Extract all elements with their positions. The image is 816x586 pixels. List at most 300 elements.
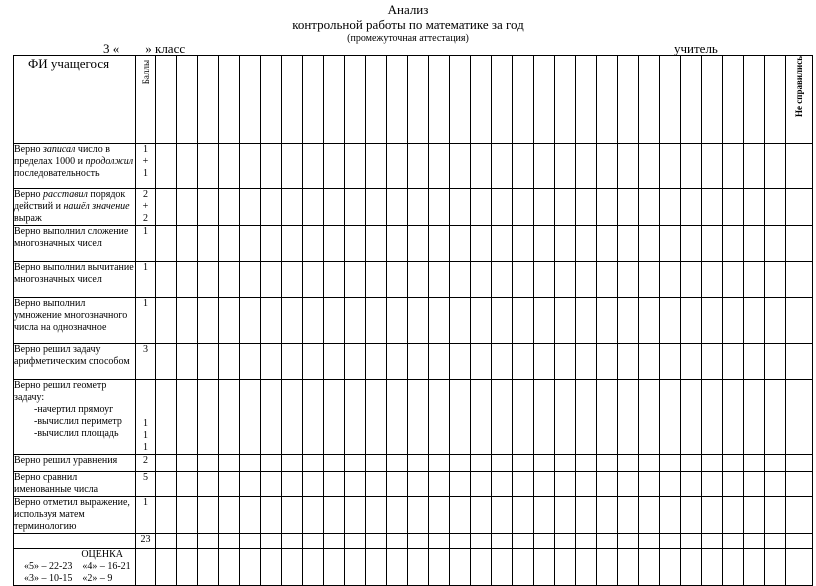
student-cell[interactable] (261, 298, 282, 344)
student-cell[interactable] (408, 549, 429, 586)
student-cell[interactable] (597, 497, 618, 534)
student-cell[interactable] (198, 472, 219, 497)
student-cell[interactable] (723, 298, 744, 344)
student-cell[interactable] (492, 455, 513, 472)
student-cell[interactable] (660, 455, 681, 472)
student-cell[interactable] (366, 455, 387, 472)
student-cell[interactable] (240, 472, 261, 497)
student-cell[interactable] (240, 262, 261, 298)
student-cell[interactable] (618, 344, 639, 380)
student-cell[interactable] (156, 380, 177, 455)
student-cell[interactable] (597, 534, 618, 549)
student-cell[interactable] (492, 189, 513, 226)
student-cell[interactable] (156, 455, 177, 472)
student-cell[interactable] (576, 534, 597, 549)
student-cell[interactable] (492, 344, 513, 380)
student-cell[interactable] (261, 497, 282, 534)
student-cell[interactable] (702, 298, 723, 344)
student-cell[interactable] (597, 549, 618, 586)
student-cell[interactable] (387, 380, 408, 455)
student-name-cell[interactable] (765, 56, 786, 144)
student-cell[interactable] (366, 298, 387, 344)
student-cell[interactable] (219, 189, 240, 226)
student-cell[interactable] (429, 380, 450, 455)
student-cell[interactable] (156, 189, 177, 226)
student-cell[interactable] (450, 226, 471, 262)
student-cell[interactable] (450, 262, 471, 298)
student-cell[interactable] (744, 189, 765, 226)
student-cell[interactable] (660, 534, 681, 549)
student-cell[interactable] (261, 144, 282, 189)
student-cell[interactable] (408, 497, 429, 534)
student-cell[interactable] (576, 226, 597, 262)
student-cell[interactable] (219, 298, 240, 344)
student-cell[interactable] (282, 455, 303, 472)
student-cell[interactable] (576, 549, 597, 586)
student-cell[interactable] (534, 455, 555, 472)
student-cell[interactable] (618, 144, 639, 189)
student-cell[interactable] (282, 144, 303, 189)
student-cell[interactable] (660, 262, 681, 298)
student-cell[interactable] (366, 344, 387, 380)
student-cell[interactable] (576, 298, 597, 344)
student-cell[interactable] (576, 144, 597, 189)
student-cell[interactable] (555, 262, 576, 298)
student-cell[interactable] (639, 380, 660, 455)
student-cell[interactable] (240, 534, 261, 549)
student-cell[interactable] (513, 497, 534, 534)
student-cell[interactable] (303, 472, 324, 497)
student-cell[interactable] (387, 455, 408, 472)
student-cell[interactable] (450, 144, 471, 189)
student-cell[interactable] (765, 472, 786, 497)
student-cell[interactable] (219, 472, 240, 497)
student-cell[interactable] (198, 298, 219, 344)
student-cell[interactable] (639, 226, 660, 262)
student-cell[interactable] (177, 497, 198, 534)
student-cell[interactable] (597, 189, 618, 226)
student-cell[interactable] (576, 262, 597, 298)
student-cell[interactable] (450, 534, 471, 549)
student-cell[interactable] (744, 455, 765, 472)
student-cell[interactable] (744, 549, 765, 586)
student-cell[interactable] (618, 380, 639, 455)
student-cell[interactable] (408, 144, 429, 189)
student-name-cell[interactable] (744, 56, 765, 144)
student-cell[interactable] (471, 226, 492, 262)
student-cell[interactable] (303, 534, 324, 549)
student-name-cell[interactable] (450, 56, 471, 144)
student-name-cell[interactable] (282, 56, 303, 144)
student-cell[interactable] (534, 472, 555, 497)
student-cell[interactable] (303, 455, 324, 472)
student-name-cell[interactable] (429, 56, 450, 144)
student-cell[interactable] (471, 455, 492, 472)
student-cell[interactable] (555, 344, 576, 380)
student-cell[interactable] (723, 472, 744, 497)
student-cell[interactable] (408, 298, 429, 344)
student-cell[interactable] (345, 298, 366, 344)
student-cell[interactable] (240, 455, 261, 472)
student-cell[interactable] (324, 344, 345, 380)
student-cell[interactable] (513, 549, 534, 586)
student-cell[interactable] (282, 497, 303, 534)
student-cell[interactable] (597, 472, 618, 497)
student-cell[interactable] (513, 344, 534, 380)
student-cell[interactable] (681, 226, 702, 262)
student-cell[interactable] (408, 262, 429, 298)
student-name-cell[interactable] (618, 56, 639, 144)
student-cell[interactable] (723, 455, 744, 472)
student-cell[interactable] (282, 549, 303, 586)
student-cell[interactable] (345, 472, 366, 497)
student-cell[interactable] (660, 472, 681, 497)
student-cell[interactable] (513, 472, 534, 497)
student-cell[interactable] (219, 549, 240, 586)
student-cell[interactable] (303, 144, 324, 189)
student-cell[interactable] (198, 189, 219, 226)
student-cell[interactable] (261, 549, 282, 586)
student-cell[interactable] (156, 549, 177, 586)
student-cell[interactable] (576, 455, 597, 472)
student-cell[interactable] (261, 472, 282, 497)
student-name-cell[interactable] (261, 56, 282, 144)
student-cell[interactable] (534, 344, 555, 380)
student-cell[interactable] (534, 189, 555, 226)
student-cell[interactable] (765, 534, 786, 549)
student-cell[interactable] (240, 226, 261, 262)
failed-cell[interactable] (786, 472, 813, 497)
student-cell[interactable] (681, 497, 702, 534)
student-cell[interactable] (744, 534, 765, 549)
student-cell[interactable] (156, 144, 177, 189)
student-cell[interactable] (555, 472, 576, 497)
failed-cell[interactable] (786, 189, 813, 226)
student-cell[interactable] (324, 472, 345, 497)
student-cell[interactable] (177, 298, 198, 344)
student-cell[interactable] (513, 380, 534, 455)
student-cell[interactable] (408, 455, 429, 472)
student-cell[interactable] (450, 344, 471, 380)
student-cell[interactable] (429, 298, 450, 344)
student-cell[interactable] (555, 549, 576, 586)
student-cell[interactable] (660, 144, 681, 189)
student-cell[interactable] (492, 380, 513, 455)
student-cell[interactable] (576, 344, 597, 380)
student-cell[interactable] (555, 189, 576, 226)
student-name-cell[interactable] (240, 56, 261, 144)
student-cell[interactable] (198, 380, 219, 455)
student-cell[interactable] (177, 534, 198, 549)
student-cell[interactable] (408, 189, 429, 226)
student-cell[interactable] (198, 497, 219, 534)
student-cell[interactable] (324, 298, 345, 344)
student-cell[interactable] (492, 549, 513, 586)
student-cell[interactable] (429, 472, 450, 497)
student-cell[interactable] (177, 262, 198, 298)
student-cell[interactable] (702, 344, 723, 380)
student-cell[interactable] (282, 189, 303, 226)
student-cell[interactable] (744, 497, 765, 534)
student-cell[interactable] (744, 472, 765, 497)
student-name-cell[interactable] (639, 56, 660, 144)
failed-cell[interactable] (786, 534, 813, 549)
student-cell[interactable] (492, 472, 513, 497)
student-cell[interactable] (744, 298, 765, 344)
student-cell[interactable] (618, 534, 639, 549)
student-cell[interactable] (177, 455, 198, 472)
student-cell[interactable] (765, 549, 786, 586)
student-cell[interactable] (513, 298, 534, 344)
student-cell[interactable] (408, 380, 429, 455)
student-cell[interactable] (492, 534, 513, 549)
student-name-cell[interactable] (576, 56, 597, 144)
failed-cell[interactable] (786, 144, 813, 189)
student-cell[interactable] (261, 455, 282, 472)
student-cell[interactable] (660, 189, 681, 226)
student-cell[interactable] (387, 189, 408, 226)
student-cell[interactable] (450, 455, 471, 472)
student-cell[interactable] (324, 144, 345, 189)
student-cell[interactable] (513, 189, 534, 226)
student-cell[interactable] (681, 455, 702, 472)
student-cell[interactable] (618, 455, 639, 472)
student-cell[interactable] (198, 262, 219, 298)
student-cell[interactable] (702, 262, 723, 298)
student-cell[interactable] (492, 144, 513, 189)
student-cell[interactable] (198, 534, 219, 549)
student-cell[interactable] (639, 497, 660, 534)
student-cell[interactable] (702, 549, 723, 586)
student-cell[interactable] (660, 298, 681, 344)
student-cell[interactable] (219, 455, 240, 472)
student-name-cell[interactable] (702, 56, 723, 144)
student-cell[interactable] (555, 497, 576, 534)
student-cell[interactable] (723, 144, 744, 189)
student-cell[interactable] (303, 380, 324, 455)
student-cell[interactable] (387, 472, 408, 497)
failed-cell[interactable] (786, 497, 813, 534)
student-cell[interactable] (513, 455, 534, 472)
student-name-cell[interactable] (723, 56, 744, 144)
student-cell[interactable] (198, 144, 219, 189)
student-cell[interactable] (282, 226, 303, 262)
student-cell[interactable] (177, 380, 198, 455)
student-cell[interactable] (597, 226, 618, 262)
student-cell[interactable] (723, 226, 744, 262)
student-cell[interactable] (471, 144, 492, 189)
student-cell[interactable] (282, 262, 303, 298)
student-cell[interactable] (345, 226, 366, 262)
student-cell[interactable] (681, 549, 702, 586)
student-cell[interactable] (324, 534, 345, 549)
student-name-cell[interactable] (219, 56, 240, 144)
student-cell[interactable] (681, 344, 702, 380)
student-cell[interactable] (345, 144, 366, 189)
student-cell[interactable] (723, 534, 744, 549)
student-cell[interactable] (261, 344, 282, 380)
student-name-cell[interactable] (513, 56, 534, 144)
student-name-cell[interactable] (534, 56, 555, 144)
student-cell[interactable] (261, 534, 282, 549)
failed-cell[interactable] (786, 262, 813, 298)
student-cell[interactable] (282, 344, 303, 380)
student-cell[interactable] (702, 497, 723, 534)
student-cell[interactable] (660, 226, 681, 262)
student-cell[interactable] (366, 380, 387, 455)
student-name-cell[interactable] (177, 56, 198, 144)
student-cell[interactable] (345, 497, 366, 534)
student-cell[interactable] (387, 144, 408, 189)
student-cell[interactable] (723, 344, 744, 380)
student-cell[interactable] (198, 226, 219, 262)
student-name-cell[interactable] (408, 56, 429, 144)
student-name-cell[interactable] (555, 56, 576, 144)
student-cell[interactable] (681, 262, 702, 298)
failed-cell[interactable] (786, 344, 813, 380)
student-cell[interactable] (177, 344, 198, 380)
student-cell[interactable] (681, 189, 702, 226)
student-cell[interactable] (471, 189, 492, 226)
student-cell[interactable] (576, 472, 597, 497)
failed-cell[interactable] (786, 226, 813, 262)
student-cell[interactable] (324, 497, 345, 534)
student-cell[interactable] (429, 549, 450, 586)
student-cell[interactable] (219, 344, 240, 380)
student-cell[interactable] (618, 226, 639, 262)
student-cell[interactable] (555, 298, 576, 344)
student-name-cell[interactable] (303, 56, 324, 144)
student-cell[interactable] (618, 549, 639, 586)
student-cell[interactable] (240, 344, 261, 380)
student-cell[interactable] (534, 226, 555, 262)
student-cell[interactable] (177, 549, 198, 586)
student-cell[interactable] (597, 262, 618, 298)
student-cell[interactable] (765, 189, 786, 226)
failed-cell[interactable] (786, 298, 813, 344)
student-cell[interactable] (492, 226, 513, 262)
student-cell[interactable] (660, 497, 681, 534)
student-name-cell[interactable] (345, 56, 366, 144)
student-cell[interactable] (471, 380, 492, 455)
student-cell[interactable] (576, 380, 597, 455)
student-cell[interactable] (345, 534, 366, 549)
student-cell[interactable] (513, 144, 534, 189)
student-cell[interactable] (345, 262, 366, 298)
failed-cell[interactable] (786, 455, 813, 472)
student-cell[interactable] (408, 472, 429, 497)
student-cell[interactable] (303, 549, 324, 586)
student-cell[interactable] (240, 144, 261, 189)
student-cell[interactable] (219, 497, 240, 534)
student-cell[interactable] (198, 549, 219, 586)
student-cell[interactable] (156, 497, 177, 534)
student-cell[interactable] (597, 380, 618, 455)
student-cell[interactable] (723, 189, 744, 226)
student-cell[interactable] (702, 226, 723, 262)
student-cell[interactable] (723, 549, 744, 586)
student-cell[interactable] (345, 455, 366, 472)
student-cell[interactable] (534, 144, 555, 189)
student-cell[interactable] (597, 455, 618, 472)
student-cell[interactable] (450, 472, 471, 497)
student-cell[interactable] (219, 262, 240, 298)
student-name-cell[interactable] (198, 56, 219, 144)
student-cell[interactable] (492, 262, 513, 298)
student-cell[interactable] (492, 497, 513, 534)
student-cell[interactable] (639, 262, 660, 298)
student-cell[interactable] (345, 189, 366, 226)
student-cell[interactable] (345, 549, 366, 586)
student-cell[interactable] (387, 549, 408, 586)
student-cell[interactable] (429, 144, 450, 189)
student-cell[interactable] (513, 262, 534, 298)
student-cell[interactable] (765, 262, 786, 298)
student-cell[interactable] (744, 226, 765, 262)
student-cell[interactable] (576, 189, 597, 226)
student-cell[interactable] (534, 534, 555, 549)
student-cell[interactable] (324, 189, 345, 226)
student-cell[interactable] (282, 380, 303, 455)
student-cell[interactable] (324, 455, 345, 472)
student-cell[interactable] (681, 534, 702, 549)
student-cell[interactable] (387, 226, 408, 262)
student-cell[interactable] (387, 497, 408, 534)
student-cell[interactable] (240, 189, 261, 226)
student-cell[interactable] (765, 344, 786, 380)
student-cell[interactable] (219, 144, 240, 189)
student-cell[interactable] (282, 472, 303, 497)
student-name-cell[interactable] (366, 56, 387, 144)
student-cell[interactable] (366, 262, 387, 298)
student-cell[interactable] (303, 226, 324, 262)
student-cell[interactable] (702, 380, 723, 455)
student-cell[interactable] (450, 298, 471, 344)
student-cell[interactable] (702, 455, 723, 472)
student-cell[interactable] (723, 497, 744, 534)
student-cell[interactable] (240, 549, 261, 586)
student-name-cell[interactable] (492, 56, 513, 144)
student-cell[interactable] (450, 380, 471, 455)
student-name-cell[interactable] (681, 56, 702, 144)
student-cell[interactable] (366, 472, 387, 497)
student-cell[interactable] (702, 144, 723, 189)
student-cell[interactable] (408, 344, 429, 380)
student-cell[interactable] (261, 262, 282, 298)
student-cell[interactable] (429, 344, 450, 380)
student-cell[interactable] (240, 380, 261, 455)
student-cell[interactable] (618, 298, 639, 344)
student-cell[interactable] (219, 380, 240, 455)
student-cell[interactable] (723, 380, 744, 455)
student-cell[interactable] (702, 472, 723, 497)
student-cell[interactable] (744, 344, 765, 380)
student-name-cell[interactable] (387, 56, 408, 144)
student-cell[interactable] (282, 534, 303, 549)
student-cell[interactable] (639, 534, 660, 549)
student-cell[interactable] (282, 298, 303, 344)
student-cell[interactable] (366, 534, 387, 549)
student-cell[interactable] (387, 298, 408, 344)
student-cell[interactable] (471, 534, 492, 549)
student-cell[interactable] (324, 380, 345, 455)
student-cell[interactable] (429, 455, 450, 472)
student-cell[interactable] (156, 226, 177, 262)
student-cell[interactable] (534, 380, 555, 455)
student-cell[interactable] (366, 226, 387, 262)
student-cell[interactable] (198, 344, 219, 380)
student-cell[interactable] (345, 380, 366, 455)
